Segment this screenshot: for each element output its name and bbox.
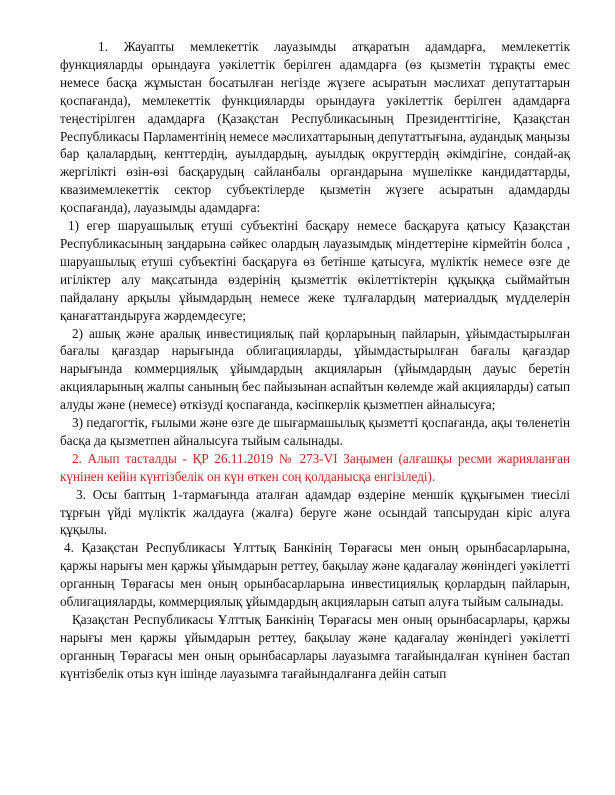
paragraph-1-subitem-2: 2) ашық және аралық инвестициялық пай қорларының пайларын, ұйымдастырылған бағалы қағаздар нарығында облигацияларды, ұйымдастырылған бағалы қағаздар нарығында коммерциялық ұйымдардың акцияларын (ұйымдардың дауыс беретін акцияларының жалпы санының бес пайызынан аспайтын көлемде жай акцияларды) сатып алуды және (немесе) өткізуді қоспағанда, кәсіпкерлік қызметпен айналысуға;	[60, 325, 570, 413]
paragraph-4: 4. Қазақстан Республикасы Ұлттық Банкінің Төрағасы мен оның орынбасарларына, қаржы нарығы мен қаржы ұйымдарын реттеу, бақылау және қадағалау жөніндегі уәкілетті органның Төрағасы мен оның орынбасарларына инвестициялық қорлардың пайларын, облигацияларды, коммерциялық ұйымдардың акцияларын сатып алуға тыйым салынады.	[60, 540, 570, 610]
paragraph-1: 1. Жауапты мемлекеттік лауазымды атқаратын адамдарға, мемлекеттік функцияларды орындауға уәкілеттік берілген адамдарға (өз қызметін тұрақты емес немесе басқа жұмыстан босатылған негізде жүзеге асыратын мәслихат депутаттарын қоспағанда), мемлекеттік функцияларды орындауға уәкілеттік берілген адамдарға теңестірілген адамдарға (Қазақстан Республикасының Президенттігіне, Қазақстан Республикасы Парламентінің немесе мәслихаттарының депутаттығына, аудандық маңызы бар қалалардың, кенттердің, ауылдардың, ауылдық округтердің әкімдігіне, сондай-ақ жергілікті өзін-өзі басқарудың сайланбалы органдарына мүшелікке кандидаттарды, квазимемлекеттік сектор субъектілерде қызметін жүзеге асыратын адамдарды қоспағанда), лауазымды адамдарға:	[60, 39, 570, 216]
document-page	[60, 38, 570, 683]
paragraph-5: Қазақстан Республикасы Ұлттық Банкінің Төрағасы мен оның орынбасарлары, қаржы нарығы мен қаржы ұйымдарын реттеу, бақылау және қадағалау жөніндегі уәкілетті органның Төрағасы мен оның орынбасарлары лауазымға тағайындалған күнінен бастап күнтізбелік отыз күн ішінде лауазымға тағайындалғанға дейін сатып	[60, 612, 570, 681]
paragraph-1-subitem-1: 1) егер шаруашылық етуші субъектіні басқару немесе басқаруға қатысу Қазақстан Республикасының заңдарына сәйкес олардың лауазымдық міндеттеріне кірмейтін болса , шаруашылық етуші субъектіні басқаруға өз бетінше қатысуға, мүліктік немесе өзге де игіліктер алу мақсатында өздерінің қызметтік өкілеттіктерін құқыққа сыймайтын пайдалану арқылы ұйымдардың немесе жеке тұлғалардың материалдық мүдделерін қанағаттандыруға жәрдемдесуге;	[60, 218, 570, 323]
paragraph-2-repealed-notice: 2. Алып тасталды - ҚР 26.11.2019 № 273-VI Заңымен (алғашқы ресми жарияланған күнінен кейін күнтізбелік он күн өткен соң қолданысқа енгізіледі).	[60, 450, 570, 484]
paragraph-1-subitem-3: 3) педагогтік, ғылыми және өзге де шығармашылық қызметті қоспағанда, ақы төленетін басқа да қызметпен айналысуға тыйым салынады.	[60, 415, 570, 448]
paragraph-3: 3. Осы баптың 1-тармағында аталған адамдар өздеріне меншік құқығымен тиесілі тұрғын үйді мүліктік жалдауға (жалға) беруге және осындай тапсырудан кіріс алуға құқылы.	[60, 486, 570, 538]
